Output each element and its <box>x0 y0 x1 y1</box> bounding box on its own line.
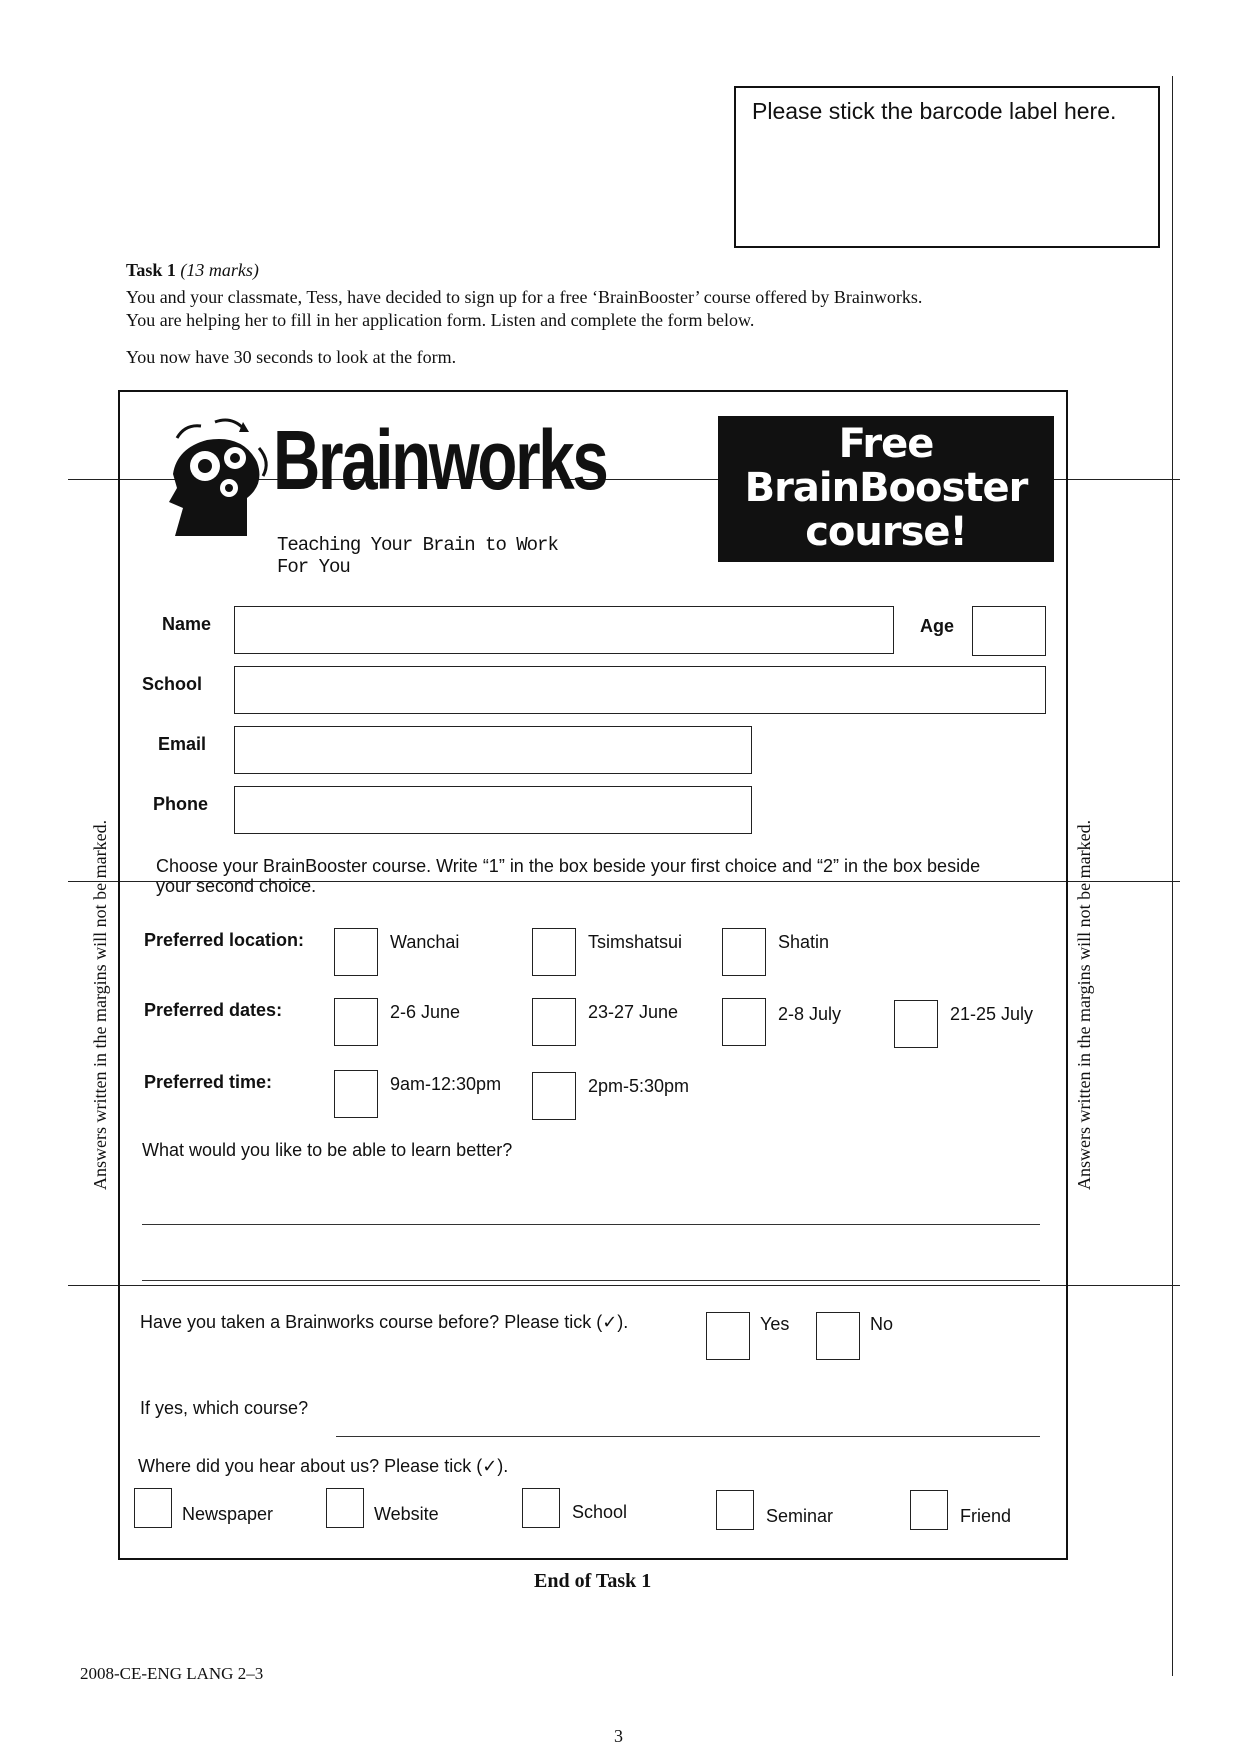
hear-school-text: School <box>572 1502 628 1522</box>
application-form <box>118 390 1068 1560</box>
task-marks: (13 marks) <box>180 260 259 280</box>
previous-no-box[interactable] <box>816 1312 860 1360</box>
learn-question: What would you like to be able to learn better? <box>142 1140 513 1160</box>
barcode-label-box <box>734 86 1160 248</box>
phone-label: Phone <box>153 794 209 814</box>
task-instruction-2: You are helping her to fill in her application form. Listen and complete the form below. <box>126 310 755 330</box>
location-shatin-text: Shatin <box>778 932 830 952</box>
page-number: 3 <box>614 1726 623 1746</box>
margin-note-left: Answers written in the margins will not be marked. <box>90 819 110 1190</box>
hear-website-box[interactable] <box>326 1488 364 1528</box>
hear-friend-box[interactable] <box>910 1490 948 1530</box>
time-label: Preferred time: <box>144 1072 273 1092</box>
hear-about-question: Where did you hear about us? Please tick (✓). <box>138 1456 509 1476</box>
barcode-label-text: Please stick the barcode label here. <box>752 98 1117 124</box>
task-instruction-1: You and your classmate, Tess, have decided to sign up for a free ‘BrainBooster’ course offered by Brainworks. <box>126 287 923 307</box>
previous-no-text: No <box>870 1314 894 1334</box>
email-label: Email <box>158 734 207 754</box>
dates-2-6-june-box[interactable] <box>334 998 378 1046</box>
page-right-rule <box>1172 76 1173 1676</box>
margin-note-right: Answers written in the margins will not be marked. <box>1074 819 1094 1190</box>
location-shatin-box[interactable] <box>722 928 766 976</box>
school-label: School <box>142 674 203 694</box>
location-wanchai-box[interactable] <box>334 928 378 976</box>
logo-tagline: Teaching Your Brain to Work For You <box>277 534 558 578</box>
dates-2-8-july-text: 2-8 July <box>778 1004 842 1024</box>
location-tsimshatsui-box[interactable] <box>532 928 576 976</box>
course-instructions-2: your second choice. <box>156 876 317 896</box>
learn-answer-line-2[interactable] <box>142 1280 1040 1281</box>
banner-line-1: Free <box>838 421 934 467</box>
exam-code: 2008-CE-ENG LANG 2–3 <box>80 1664 264 1683</box>
age-label: Age <box>920 616 955 636</box>
dates-2-8-july-box[interactable] <box>722 998 766 1046</box>
dates-21-25-july-text: 21-25 July <box>950 1004 1034 1024</box>
hear-friend-text: Friend <box>960 1506 1012 1526</box>
time-afternoon-text: 2pm-5:30pm <box>588 1076 690 1096</box>
time-morning-box[interactable] <box>334 1070 378 1118</box>
which-course-question: If yes, which course? <box>140 1398 309 1418</box>
time-afternoon-box[interactable] <box>532 1072 576 1120</box>
phone-field[interactable] <box>234 786 752 834</box>
course-instructions-1: Choose your BrainBooster course. Write “1” in the box beside your first choice and “2” in the box beside <box>156 856 981 876</box>
dates-23-27-june-text: 23-27 June <box>588 1002 679 1022</box>
location-label: Preferred location: <box>144 930 305 950</box>
task-title <box>126 260 259 281</box>
hear-newspaper-box[interactable] <box>134 1488 172 1528</box>
dates-21-25-july-box[interactable] <box>894 1000 938 1048</box>
dates-23-27-june-box[interactable] <box>532 998 576 1046</box>
previous-yes-box[interactable] <box>706 1312 750 1360</box>
email-field[interactable] <box>234 726 752 774</box>
time-morning-text: 9am-12:30pm <box>390 1074 502 1094</box>
which-course-line[interactable] <box>336 1436 1040 1437</box>
dates-label: Preferred dates: <box>144 1000 283 1020</box>
end-of-task: End of Task 1 <box>534 1570 652 1592</box>
task-title-text: Task 1 <box>126 260 176 280</box>
name-field[interactable] <box>234 606 894 654</box>
banner-line-3: course! <box>805 509 967 555</box>
brainworks-logo <box>155 413 607 578</box>
previous-yes-text: Yes <box>760 1314 790 1334</box>
banner-line-2: BrainBooster <box>744 465 1028 511</box>
hear-seminar-box[interactable] <box>716 1490 754 1530</box>
free-course-banner <box>718 416 1054 562</box>
logo-wordmark: Brainworks <box>273 413 607 507</box>
name-label: Name <box>162 614 212 634</box>
brain-gears-head-icon <box>155 418 275 548</box>
hear-seminar-text: Seminar <box>766 1506 834 1526</box>
learn-answer-line-1[interactable] <box>142 1224 1040 1225</box>
previous-course-question: Have you taken a Brainworks course before? Please tick (✓). <box>140 1312 629 1332</box>
hear-school-box[interactable] <box>522 1488 560 1528</box>
location-tsimshatsui-text: Tsimshatsui <box>588 932 683 952</box>
task-instruction-3: You now have 30 seconds to look at the form. <box>126 347 457 367</box>
location-wanchai-text: Wanchai <box>390 932 460 952</box>
school-field[interactable] <box>234 666 1046 714</box>
hear-newspaper-text: Newspaper <box>182 1504 274 1524</box>
dates-2-6-june-text: 2-6 June <box>390 1002 461 1022</box>
age-field[interactable] <box>972 606 1046 656</box>
hear-website-text: Website <box>374 1504 439 1524</box>
